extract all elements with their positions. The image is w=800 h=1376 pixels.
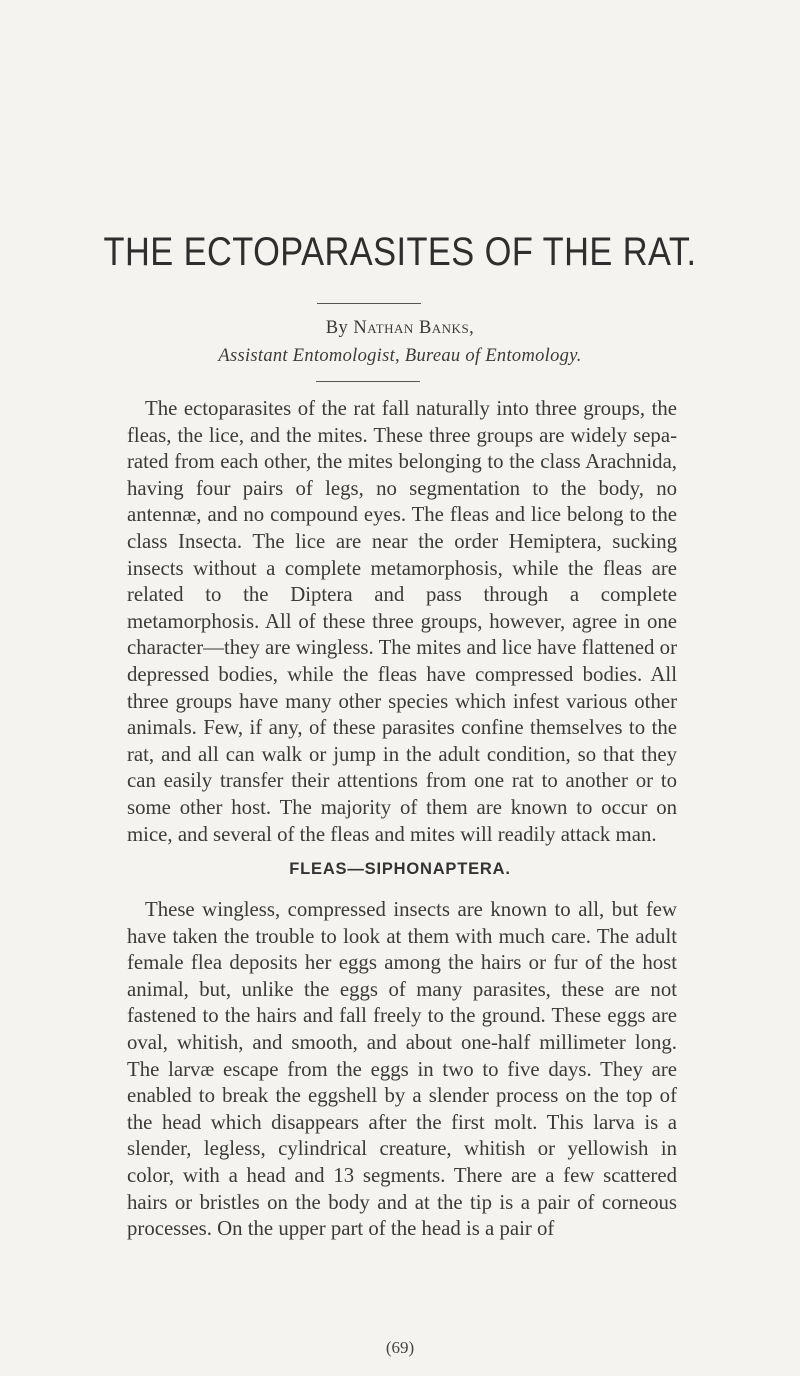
byline-prefix: By <box>325 318 349 338</box>
article-title: THE ECTOPARASITES OF THE RAT. <box>103 230 697 274</box>
fleas-paragraph: These wingless, compressed insects are known to all, but few have taken the trouble to look at them with much care. The adult female flea deposits her eggs among the hairs or fur of the host animal, but, unlike the eggs of many parasites, these are not fastened to the hairs and fall freely to the ground. These eggs are oval, whitish, and smooth, and about one-half millimeter long. The larvæ escape from the eggs in two to five days. They are enabled to break the eggshell by a slender process on the top of the head which disappears after the first molt. This larva is a slender, legless, cylindrical creature, whitish or yellowish in color, with a head and 13 segments. There are a few scattered hairs or bristles on the body and at the tip is a pair of corneous processes. On the upper part of the head is a pair of <box>127 898 677 1241</box>
author-affiliation: Assistant Entomologist, Bureau of Entomology. <box>218 346 582 366</box>
author-name: Nathan Banks, <box>353 318 475 338</box>
title-divider <box>317 303 421 304</box>
intro-paragraph: The ectoparasites of the rat fall naturally into three groups, the fleas, the lice, and the mites. These three groups are widely separated from each other, the mites belonging to the class Arachnida, having four pairs of legs, no segmentation to the body, no antennæ, and no compound eyes. The fleas and lice belong to the class Insecta. The lice are near the order Hemiptera, sucking insects without a complete metamorphosis, while the fleas are related to the Diptera and pass through a complete metamorphosis. All of these three groups, however, agree in one character—they are wingless. The mites and lice have flattened or depressed bodies, while the fleas have compressed bodies. All three groups have many other species which infest various other animals. Few, if any, of these parasites confine themselves to the rat, and all can walk or jump in the adult condition, so that they can easily transfer their attentions from one rat to another or to some other host. The majority of them are known to occur on mice, and several of the fleas and mites will readily attack man. <box>127 397 677 846</box>
section-heading: FLEAS—SIPHONAPTERA. <box>289 860 511 878</box>
author-byline <box>0 318 800 339</box>
byline-divider <box>316 381 420 382</box>
page-number: (69) <box>385 1338 415 1357</box>
